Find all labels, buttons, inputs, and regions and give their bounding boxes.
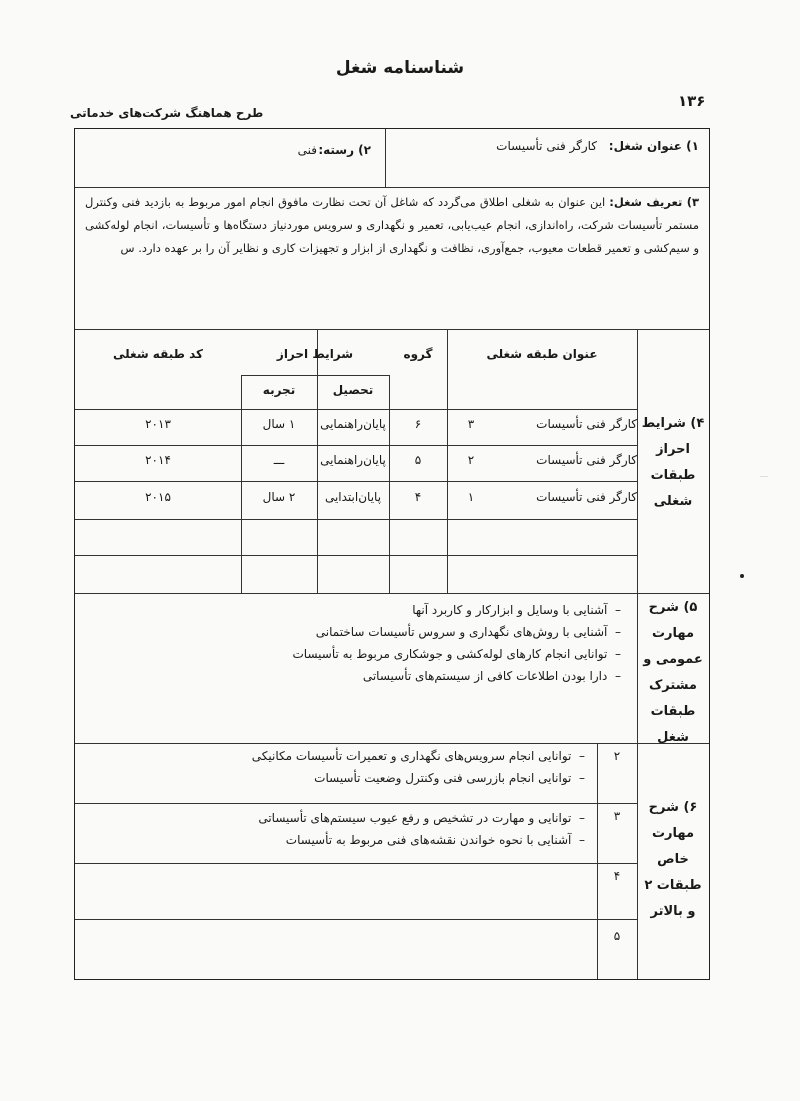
specific-skills-label: ۶) شرح مهارت خاص طبقات ۲ و بالاتر bbox=[644, 800, 702, 919]
job-title-value: کارگر فنی تأسیسات bbox=[496, 139, 597, 153]
specific-skill-3-2: – آشنایی با نحوه خواندن نقشه‌های فنی مربوط به تأسیسات bbox=[285, 833, 585, 847]
general-skill-4-text: دارا بودن اطلاعات کافی از سیستم‌های تأسیساتی bbox=[362, 669, 608, 683]
speck bbox=[740, 574, 744, 578]
category-label: ۲) رسته: bbox=[318, 143, 371, 157]
general-skill-3: – توانایی انجام کارهای لوله‌کشی و جوشکاری مربوط به تأسیسات bbox=[292, 647, 621, 661]
specific-skill-3-1-text: توانایی و مهارت در تشخیص و رفع عیوب سیستم‌های تأسیساتی bbox=[258, 811, 572, 825]
specific-skill-3-1: – توانایی و مهارت در تشخیص و رفع عیوب سیستم‌های تأسیساتی bbox=[258, 811, 585, 825]
row2-bottom bbox=[75, 329, 709, 330]
specific-level-5: ۵ bbox=[613, 929, 621, 943]
header-group: گروه bbox=[403, 347, 433, 361]
row1-bottom bbox=[75, 187, 709, 188]
header-class-title: عنوان طبقه شغلی bbox=[486, 347, 598, 361]
row-line-2 bbox=[75, 481, 637, 482]
specific-skill-2-2: – توانایی انجام بازرسی فنی وکنترل وضعیت تأسیسات bbox=[314, 771, 585, 785]
sec6-label-divider bbox=[637, 743, 638, 979]
general-skill-3-text: توانایی انجام کارهای لوله‌کشی و جوشکاری مربوط به تأسیسات bbox=[292, 647, 608, 661]
level-column-divider bbox=[597, 743, 598, 979]
header-bottom bbox=[75, 409, 637, 410]
level2-bottom bbox=[75, 803, 637, 804]
specific-skill-2-1: – توانایی انجام سرویس‌های نگهداری و تعمیرات تأسیسات مکانیکی bbox=[251, 749, 585, 763]
row-line-3 bbox=[75, 519, 637, 520]
definition-label: ۳) تعریف شغل: bbox=[609, 195, 700, 209]
row1-code: ۲۰۱۳ bbox=[145, 417, 171, 431]
req-sub-header-line bbox=[241, 375, 390, 376]
row2-code: ۲۰۱۴ bbox=[145, 453, 171, 467]
sec4-label-divider bbox=[637, 329, 638, 593]
row-line-4 bbox=[75, 555, 637, 556]
row1-education: پایان‌راهنمایی bbox=[320, 417, 386, 431]
qualifications-label: ۴) شرایط احراز طبقات شغلی bbox=[641, 416, 705, 509]
row1-experience: ۱ سال bbox=[262, 417, 296, 431]
general-skill-1: – آشنایی با وسایل و ابزارکار و کاربرد آنها bbox=[412, 603, 621, 617]
row2-experience: ـــ bbox=[273, 453, 285, 467]
specific-skill-2-1-text: توانایی انجام سرویس‌های نگهداری و تعمیرات تأسیسات مکانیکی bbox=[251, 749, 572, 763]
header-experience: تجربه bbox=[262, 383, 296, 397]
specific-level-3: ۳ bbox=[613, 809, 621, 823]
header-class-code: کد طبقه شغلی bbox=[113, 347, 203, 361]
level3-bottom bbox=[75, 863, 637, 864]
job-form-table bbox=[74, 128, 710, 980]
row2-title: کارگر فنی تأسیسات bbox=[536, 453, 637, 467]
row3-group: ۴ bbox=[414, 490, 422, 504]
row-line-1 bbox=[75, 445, 637, 446]
specific-level-4: ۴ bbox=[613, 869, 621, 883]
general-skill-2: – آشنایی با روش‌های نگهداری و سروس تأسیسات ساختمانی bbox=[315, 625, 621, 639]
header-requirements: شرایط احراز bbox=[276, 347, 354, 361]
row1-group: ۶ bbox=[414, 417, 422, 431]
row1-divider bbox=[385, 129, 386, 187]
row3-code: ۲۰۱۵ bbox=[145, 490, 171, 504]
specific-skill-2-2-text: توانایی انجام بازرسی فنی وکنترل وضعیت تأسیسات bbox=[314, 771, 572, 785]
bleed-through-mark: ـــ bbox=[760, 470, 768, 480]
general-skill-4: – دارا بودن اطلاعات کافی از سیستم‌های تأسیساتی bbox=[362, 669, 621, 683]
row1-level: ۳ bbox=[467, 417, 475, 431]
general-skills-label: ۵) شرح مهارت عمومی و مشترک طبقات شغل bbox=[643, 600, 703, 745]
page-title: شناسنامه شغل bbox=[335, 58, 465, 78]
row3-level: ۱ bbox=[467, 490, 475, 504]
job-title-label: ۱) عنوان شغل: bbox=[608, 139, 699, 153]
sec4-bottom bbox=[75, 593, 709, 594]
row3-experience: ۲ سال bbox=[262, 490, 296, 504]
header-education: تحصیل bbox=[332, 383, 374, 397]
row3-title: کارگر فنی تأسیسات bbox=[536, 490, 637, 504]
level4-bottom bbox=[75, 919, 637, 920]
general-skill-1-text: آشنایی با وسایل و ابزارکار و کاربرد آنها bbox=[412, 603, 608, 617]
definition-text: این عنوان به شغلی اطلاق می‌گردد که شاغل آن تحت نظارت مافوق انجام امور مربوط به بازدید فنی وکنترل مستمر تأسیسات شرکت، راه‌اندازی، انجام عیب‌یابی، تعمیر و نگهداری و سرویس موردنیاز دستگاه‌ها و تأسیسات، انجام لوله‌کشی و سیم‌کشی و تعمیر قطعات معیوب، جمع‌آوری، نظافت و نگهداری از ابزار و تجهیزات کاری و نظایر آن را بر عهده دارد. س bbox=[85, 195, 699, 255]
job-definition bbox=[85, 191, 699, 260]
sec5-label-divider bbox=[637, 593, 638, 743]
specific-skill-3-2-text: آشنایی با نحوه خواندن نقشه‌های فنی مربوط به تأسیسات bbox=[285, 833, 572, 847]
sec5-bottom bbox=[75, 743, 709, 744]
col-divider-group bbox=[389, 375, 390, 593]
plan-name: طرح هماهنگ شرکت‌های خدماتی bbox=[70, 106, 264, 120]
general-skill-2-text: آشنایی با روش‌های نگهداری و سروس تأسیسات ساختمانی bbox=[315, 625, 608, 639]
specific-level-2: ۲ bbox=[613, 749, 621, 763]
row2-level: ۲ bbox=[467, 453, 475, 467]
row3-education: پایان‌ابتدایی bbox=[324, 490, 382, 504]
row1-title: کارگر فنی تأسیسات bbox=[536, 417, 637, 431]
category-value: فنی bbox=[297, 143, 317, 157]
page-number: ۱۳۶ bbox=[678, 92, 706, 110]
row2-education: پایان‌راهنمایی bbox=[320, 453, 386, 467]
row2-group: ۵ bbox=[414, 453, 422, 467]
col-divider-edu bbox=[241, 375, 242, 593]
